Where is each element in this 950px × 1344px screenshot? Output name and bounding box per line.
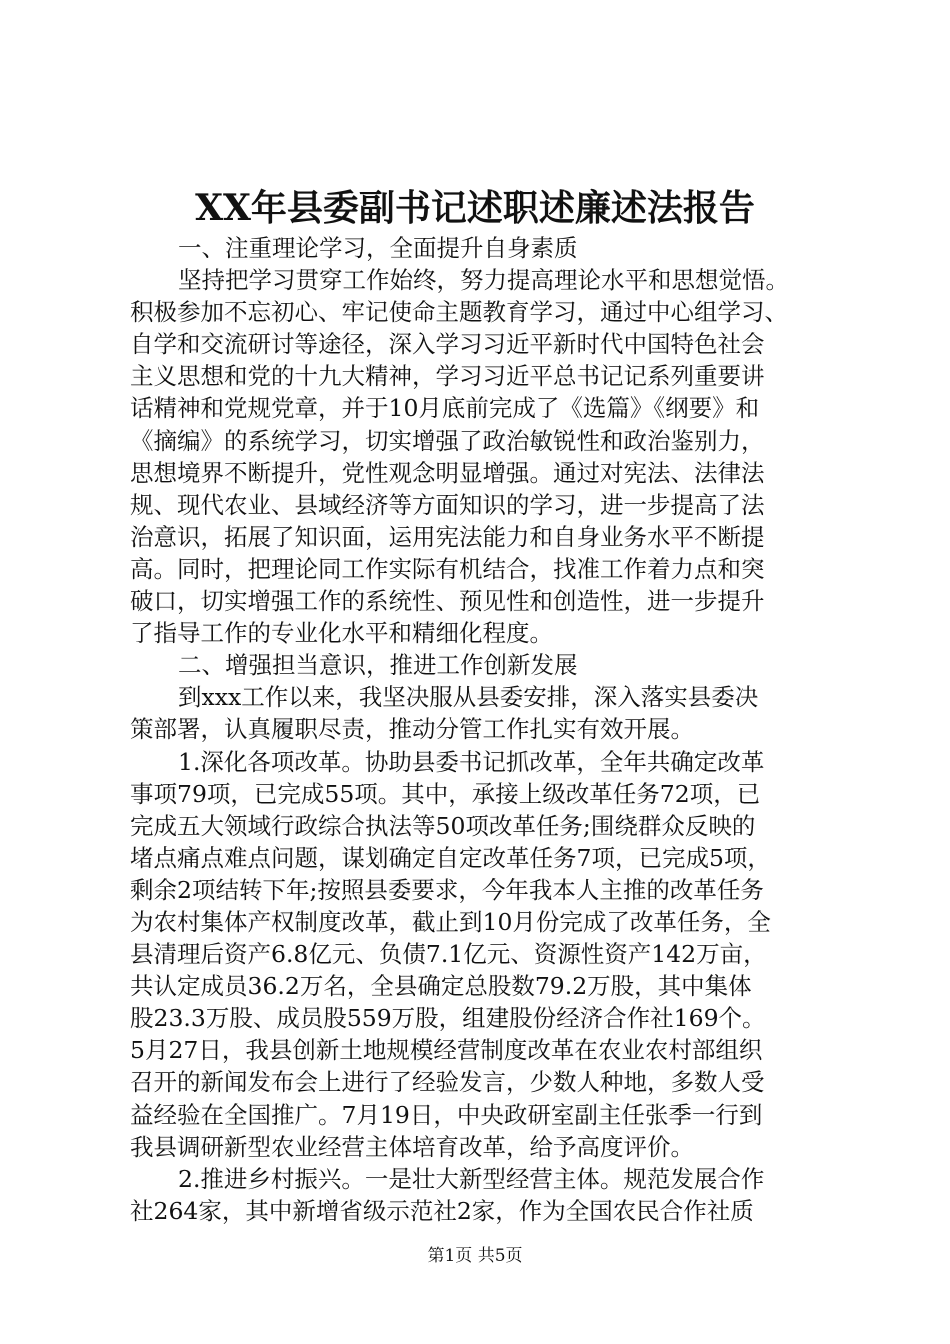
page-footer: 第1页 共5页 <box>427 1246 523 1266</box>
document-title: XX年县委副书记述职述廉述法报告 <box>195 187 755 229</box>
text-line: 为农村集体产权制度改革，截止到10月份完成了改革任务，全 <box>130 907 771 936</box>
text-line: 5月27日，我县创新土地规模经营制度改革在农业农村部组织 <box>130 1036 763 1065</box>
text-line: 主义思想和党的十九大精神，学习习近平总书记记系列重要讲 <box>130 362 765 391</box>
text-line: 县清理后资产6.8亿元、负债7.1亿元、资源性资产142万亩， <box>130 940 767 969</box>
text-line: 了指导工作的专业化水平和精细化程度。 <box>130 619 553 648</box>
text-line: 堵点痛点难点问题，谋划确定自定改革任务7项，已完成5项， <box>130 843 771 872</box>
text-line: 剩余2项结转下年;按照县委要求，今年我本人主推的改革任务 <box>130 875 764 904</box>
text-line: 规、现代农业、县域经济等方面知识的学习，进一步提高了法 <box>130 490 765 519</box>
text-line: 话精神和党规党章，并于10月底前完成了《选篇》《纲要》和 <box>130 394 760 423</box>
text-line: 破口，切实增强工作的系统性、预见性和创造性，进一步提升 <box>130 587 765 616</box>
text-line: 完成五大领域行政综合执法等50项改革任务;围绕群众反映的 <box>130 811 756 840</box>
document-body <box>130 232 832 1227</box>
text-line: 股23.3万股、成员股559万股，组建股份经济合作社169个。 <box>130 1004 766 1033</box>
text-line: 1.深化各项改革。协助县委书记抓改革，全年共确定改革 <box>178 747 765 776</box>
text-line: 社264家，其中新增省级示范社2家，作为全国农民合作社质 <box>130 1196 754 1225</box>
text-line: 我县调研新型农业经营主体培育改革，给予高度评价。 <box>130 1132 694 1161</box>
text-line: 2.推进乡村振兴。一是壮大新型经营主体。规范发展合作 <box>178 1164 765 1193</box>
text-line: 一、注重理论学习，全面提升自身素质 <box>178 234 578 262</box>
text-line: 到xxx工作以来，我坚决服从县委安排，深入落实县委决 <box>178 683 759 712</box>
text-line: 策部署，认真履职尽责，推动分管工作扎实有效开展。 <box>130 715 694 744</box>
text-line: 召开的新闻发布会上进行了经验发言，少数人种地，多数人受 <box>130 1068 765 1097</box>
text-line: 事项79项，已完成55项。其中，承接上级改革任务72项，已 <box>130 779 761 808</box>
text-line: 积极参加不忘初心、牢记使命主题教育学习，通过中心组学习、 <box>130 298 788 327</box>
text-line: 治意识，拓展了知识面，运用宪法能力和自身业务水平不断提 <box>130 522 765 551</box>
text-line: 益经验在全国推广。7月19日，中央政研室副主任张季一行到 <box>130 1100 763 1129</box>
text-line: 《摘编》的系统学习，切实增强了政治敏锐性和政治鉴别力， <box>130 426 765 455</box>
text-line: 二、增强担当意识，推进工作创新发展 <box>178 651 578 680</box>
text-line: 共认定成员36.2万名，全县确定总股数79.2万股，其中集体 <box>130 972 752 1001</box>
text-line: 自学和交流研讨等途径，深入学习习近平新时代中国特色社会 <box>130 330 765 359</box>
text-line: 思想境界不断提升，党性观念明显增强。通过对宪法、法律法 <box>130 458 765 487</box>
text-line: 坚持把学习贯穿工作始终，努力提高理论水平和思想觉悟。 <box>178 266 789 295</box>
text-line: 高。同时，把理论同工作实际有机结合，找准工作着力点和突 <box>130 554 765 583</box>
